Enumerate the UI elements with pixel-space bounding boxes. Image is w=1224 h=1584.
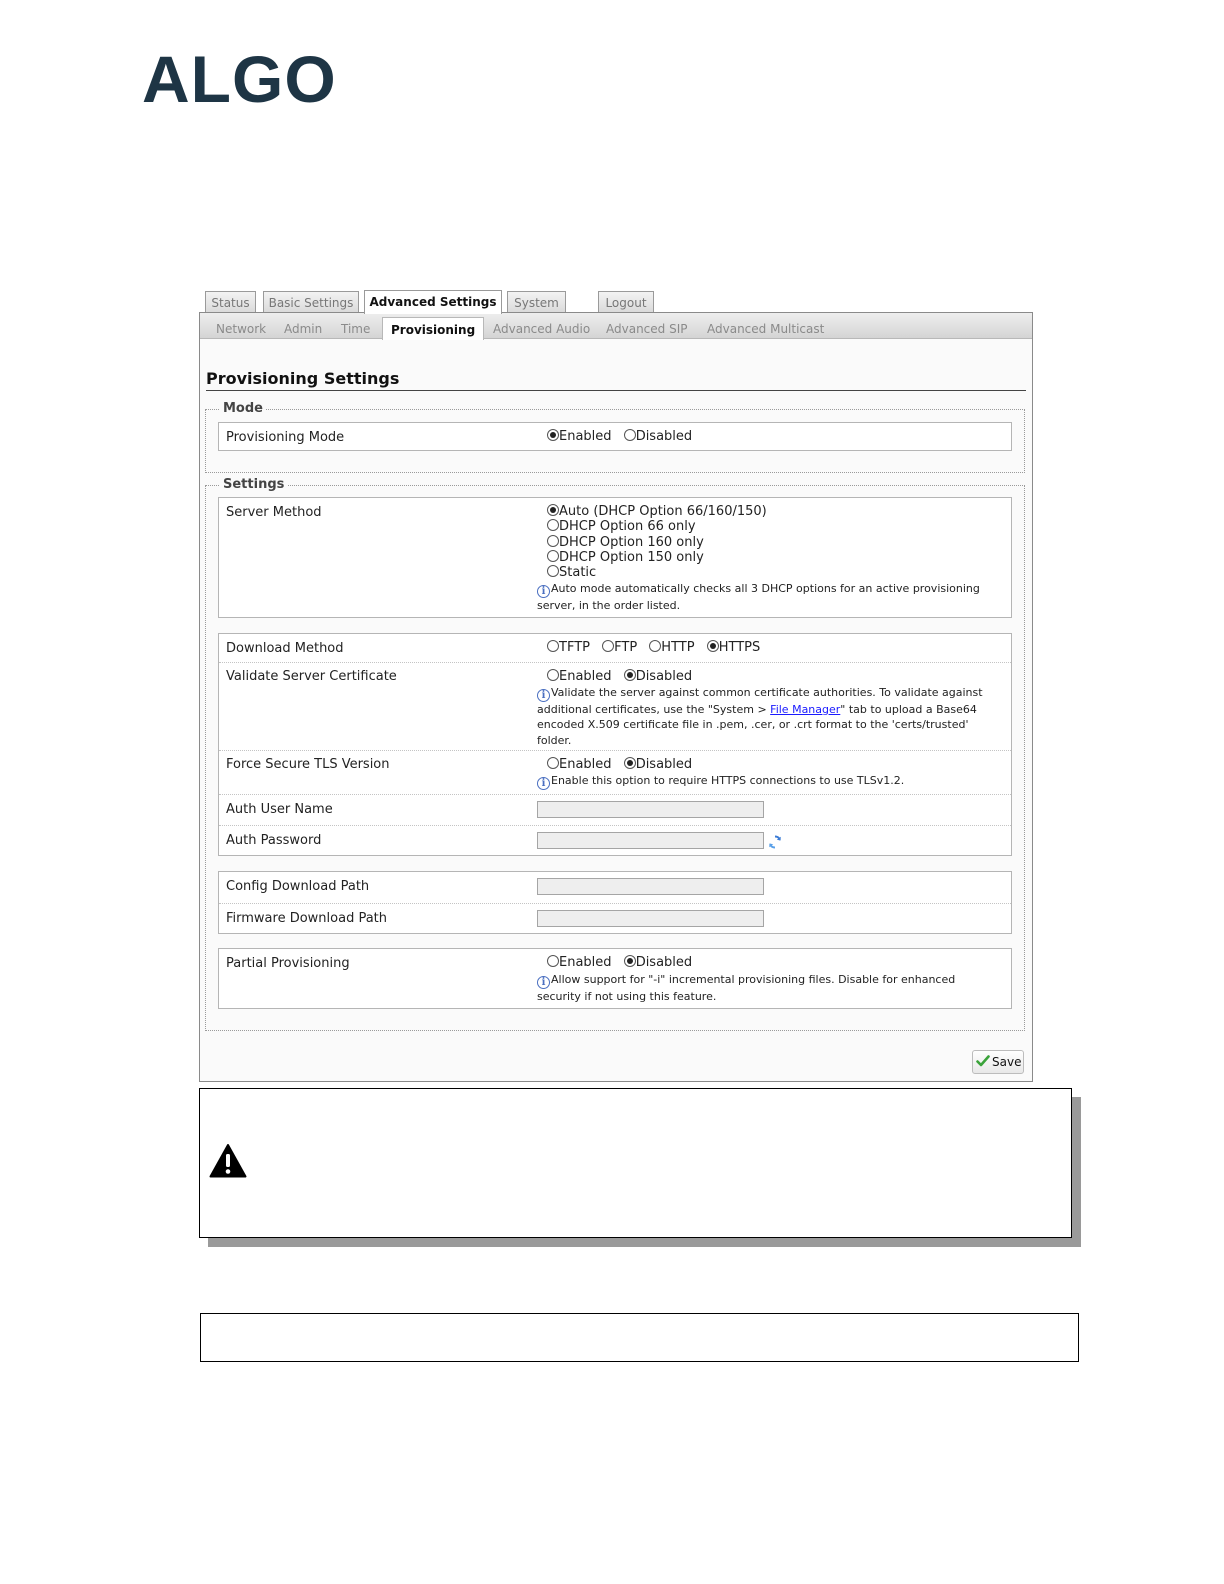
firmware-path-label: Firmware Download Path [226,911,388,926]
server-method-help [537,581,993,613]
validate-cert-row [219,662,1011,750]
server-method-dhcp150-radio[interactable] [547,550,559,562]
subtab-time[interactable]: Time [341,322,371,336]
partial-label: Partial Provisioning [226,956,350,971]
settings-legend: Settings [220,477,287,492]
validate-cert-help [537,685,993,748]
server-method-help-text: Auto mode automatically checks all 3 DHCP options for an active provisioning server, in the order listed. [537,582,980,612]
download-method-options [547,640,768,655]
server-method-dhcp66-radio[interactable] [547,519,559,531]
force-tls-label: Force Secure TLS Version [226,757,390,772]
settings-panel [199,312,1033,1082]
download-http-radio[interactable] [649,640,661,652]
server-method-static-radio[interactable] [547,565,559,577]
validate-cert-disabled-radio[interactable] [624,669,636,681]
provisioning-mode-enabled-label: Enabled [559,429,612,444]
tab-basic-settings[interactable]: Basic Settings [263,291,359,313]
subtab-provisioning[interactable]: Provisioning [382,317,484,340]
validate-cert-label: Validate Server Certificate [226,669,397,684]
provisioning-mode-label: Provisioning Mode [226,430,345,445]
server-method-dhcp66-label: DHCP Option 66 only [559,519,696,535]
config-path-row [219,872,1011,903]
download-box [218,633,1012,856]
config-path-input[interactable] [537,878,764,895]
subtab-advanced-multicast[interactable]: Advanced Multicast [707,322,825,336]
auth-user-label: Auth User Name [226,802,333,817]
subtab-advanced-audio[interactable]: Advanced Audio [493,322,591,336]
web-ui-screenshot [199,290,1033,1082]
server-method-static-label: Static [559,565,597,581]
server-method-dhcp160-label: DHCP Option 160 only [559,534,704,550]
server-method-dhcp150-label: DHCP Option 150 only [559,549,704,565]
validate-cert-help-text-2: " tab to upload a Base64 encoded X.509 certificate file in .pem, .cer, or .crt format to the 'certs/trusted' folder. [537,703,977,747]
partial-enabled-label: Enabled [559,955,612,970]
auth-password-input[interactable] [537,832,764,849]
info-icon: i [537,777,550,790]
page-title: Provisioning Settings [206,369,400,388]
file-manager-link[interactable]: File Manager [770,703,841,716]
warning-box [199,1088,1072,1238]
server-method-auto-radio[interactable] [547,504,559,516]
mode-group [205,401,1025,473]
provisioning-mode-disabled-radio[interactable] [624,429,636,441]
validate-cert-enabled-radio[interactable] [547,669,559,681]
checkmark-icon [976,1054,990,1068]
download-ftp-radio[interactable] [602,640,614,652]
partial-enabled-radio[interactable] [547,955,559,967]
validate-cert-enabled-label: Enabled [559,669,612,684]
server-method-box [218,497,1012,618]
save-button-label: Save [992,1055,1022,1069]
partial-disabled-label: Disabled [635,955,693,970]
force-tls-enabled-radio[interactable] [547,757,559,769]
warning-icon [209,1143,247,1179]
mode-legend: Mode [220,401,266,416]
subtab-admin[interactable]: Admin [284,322,323,336]
download-method-row [219,634,1011,662]
subtab-advanced-sip[interactable]: Advanced SIP [606,322,688,336]
download-tftp-radio[interactable] [547,640,559,652]
algo-logo: ALGO [142,42,337,116]
partial-box [218,948,1012,1009]
config-path-label: Config Download Path [226,879,370,894]
provisioning-mode-disabled-label: Disabled [635,429,693,444]
server-method-label: Server Method [226,505,322,520]
firmware-path-input[interactable] [537,910,764,927]
auth-user-input[interactable] [537,801,764,818]
download-tftp-label: TFTP [559,640,590,655]
mode-box [218,422,1012,451]
tab-system[interactable]: System [507,291,566,313]
force-tls-row [219,750,1011,794]
download-http-label: HTTP [661,640,695,655]
auth-password-row [219,825,1011,855]
download-ftp-label: FTP [614,640,638,655]
server-method-options [547,504,767,580]
provisioning-mode-row [219,423,1011,450]
provisioning-mode-options [547,429,700,444]
info-icon: i [537,689,550,702]
download-https-radio[interactable] [707,640,719,652]
force-tls-disabled-radio[interactable] [624,757,636,769]
force-tls-disabled-label: Disabled [635,757,693,772]
force-tls-help-text: Enable this option to require HTTPS connections to use TLSv1.2. [551,774,905,787]
partial-help-text: Allow support for "-i" incremental provisioning files. Disable for enhanced security if not using this feature. [537,973,956,1003]
partial-options [547,955,700,970]
tab-logout[interactable]: Logout [598,291,654,313]
validate-cert-disabled-label: Disabled [635,669,693,684]
refresh-icon[interactable] [768,835,782,849]
download-method-label: Download Method [226,641,344,656]
title-divider [206,390,1026,391]
sub-tabs [200,313,1032,339]
settings-group [205,477,1025,1031]
validate-cert-help-text: Validate the server against common certificate authorities. To validate against additional certificates, use the "System > [537,686,983,716]
download-https-label: HTTPS [718,640,761,655]
force-tls-enabled-label: Enabled [559,757,612,772]
tab-status[interactable]: Status [205,291,256,313]
subtab-network[interactable]: Network [216,322,267,336]
force-tls-options [547,757,700,772]
server-method-auto-label: Auto (DHCP Option 66/160/150) [559,504,767,519]
server-method-dhcp160-radio[interactable] [547,535,559,547]
force-tls-help [537,773,993,790]
provisioning-mode-enabled-radio[interactable] [547,429,559,441]
partial-disabled-radio[interactable] [624,955,636,967]
tab-advanced-settings[interactable]: Advanced Settings [364,290,502,314]
partial-help [537,972,993,1004]
validate-cert-options [547,669,700,684]
save-button[interactable] [972,1050,1024,1074]
auth-password-label: Auth Password [226,833,322,848]
note-box [200,1313,1079,1362]
paths-box [218,871,1012,934]
info-icon: i [537,976,550,989]
info-icon: i [537,585,550,598]
firmware-path-row [219,903,1011,933]
auth-user-row [219,794,1011,825]
